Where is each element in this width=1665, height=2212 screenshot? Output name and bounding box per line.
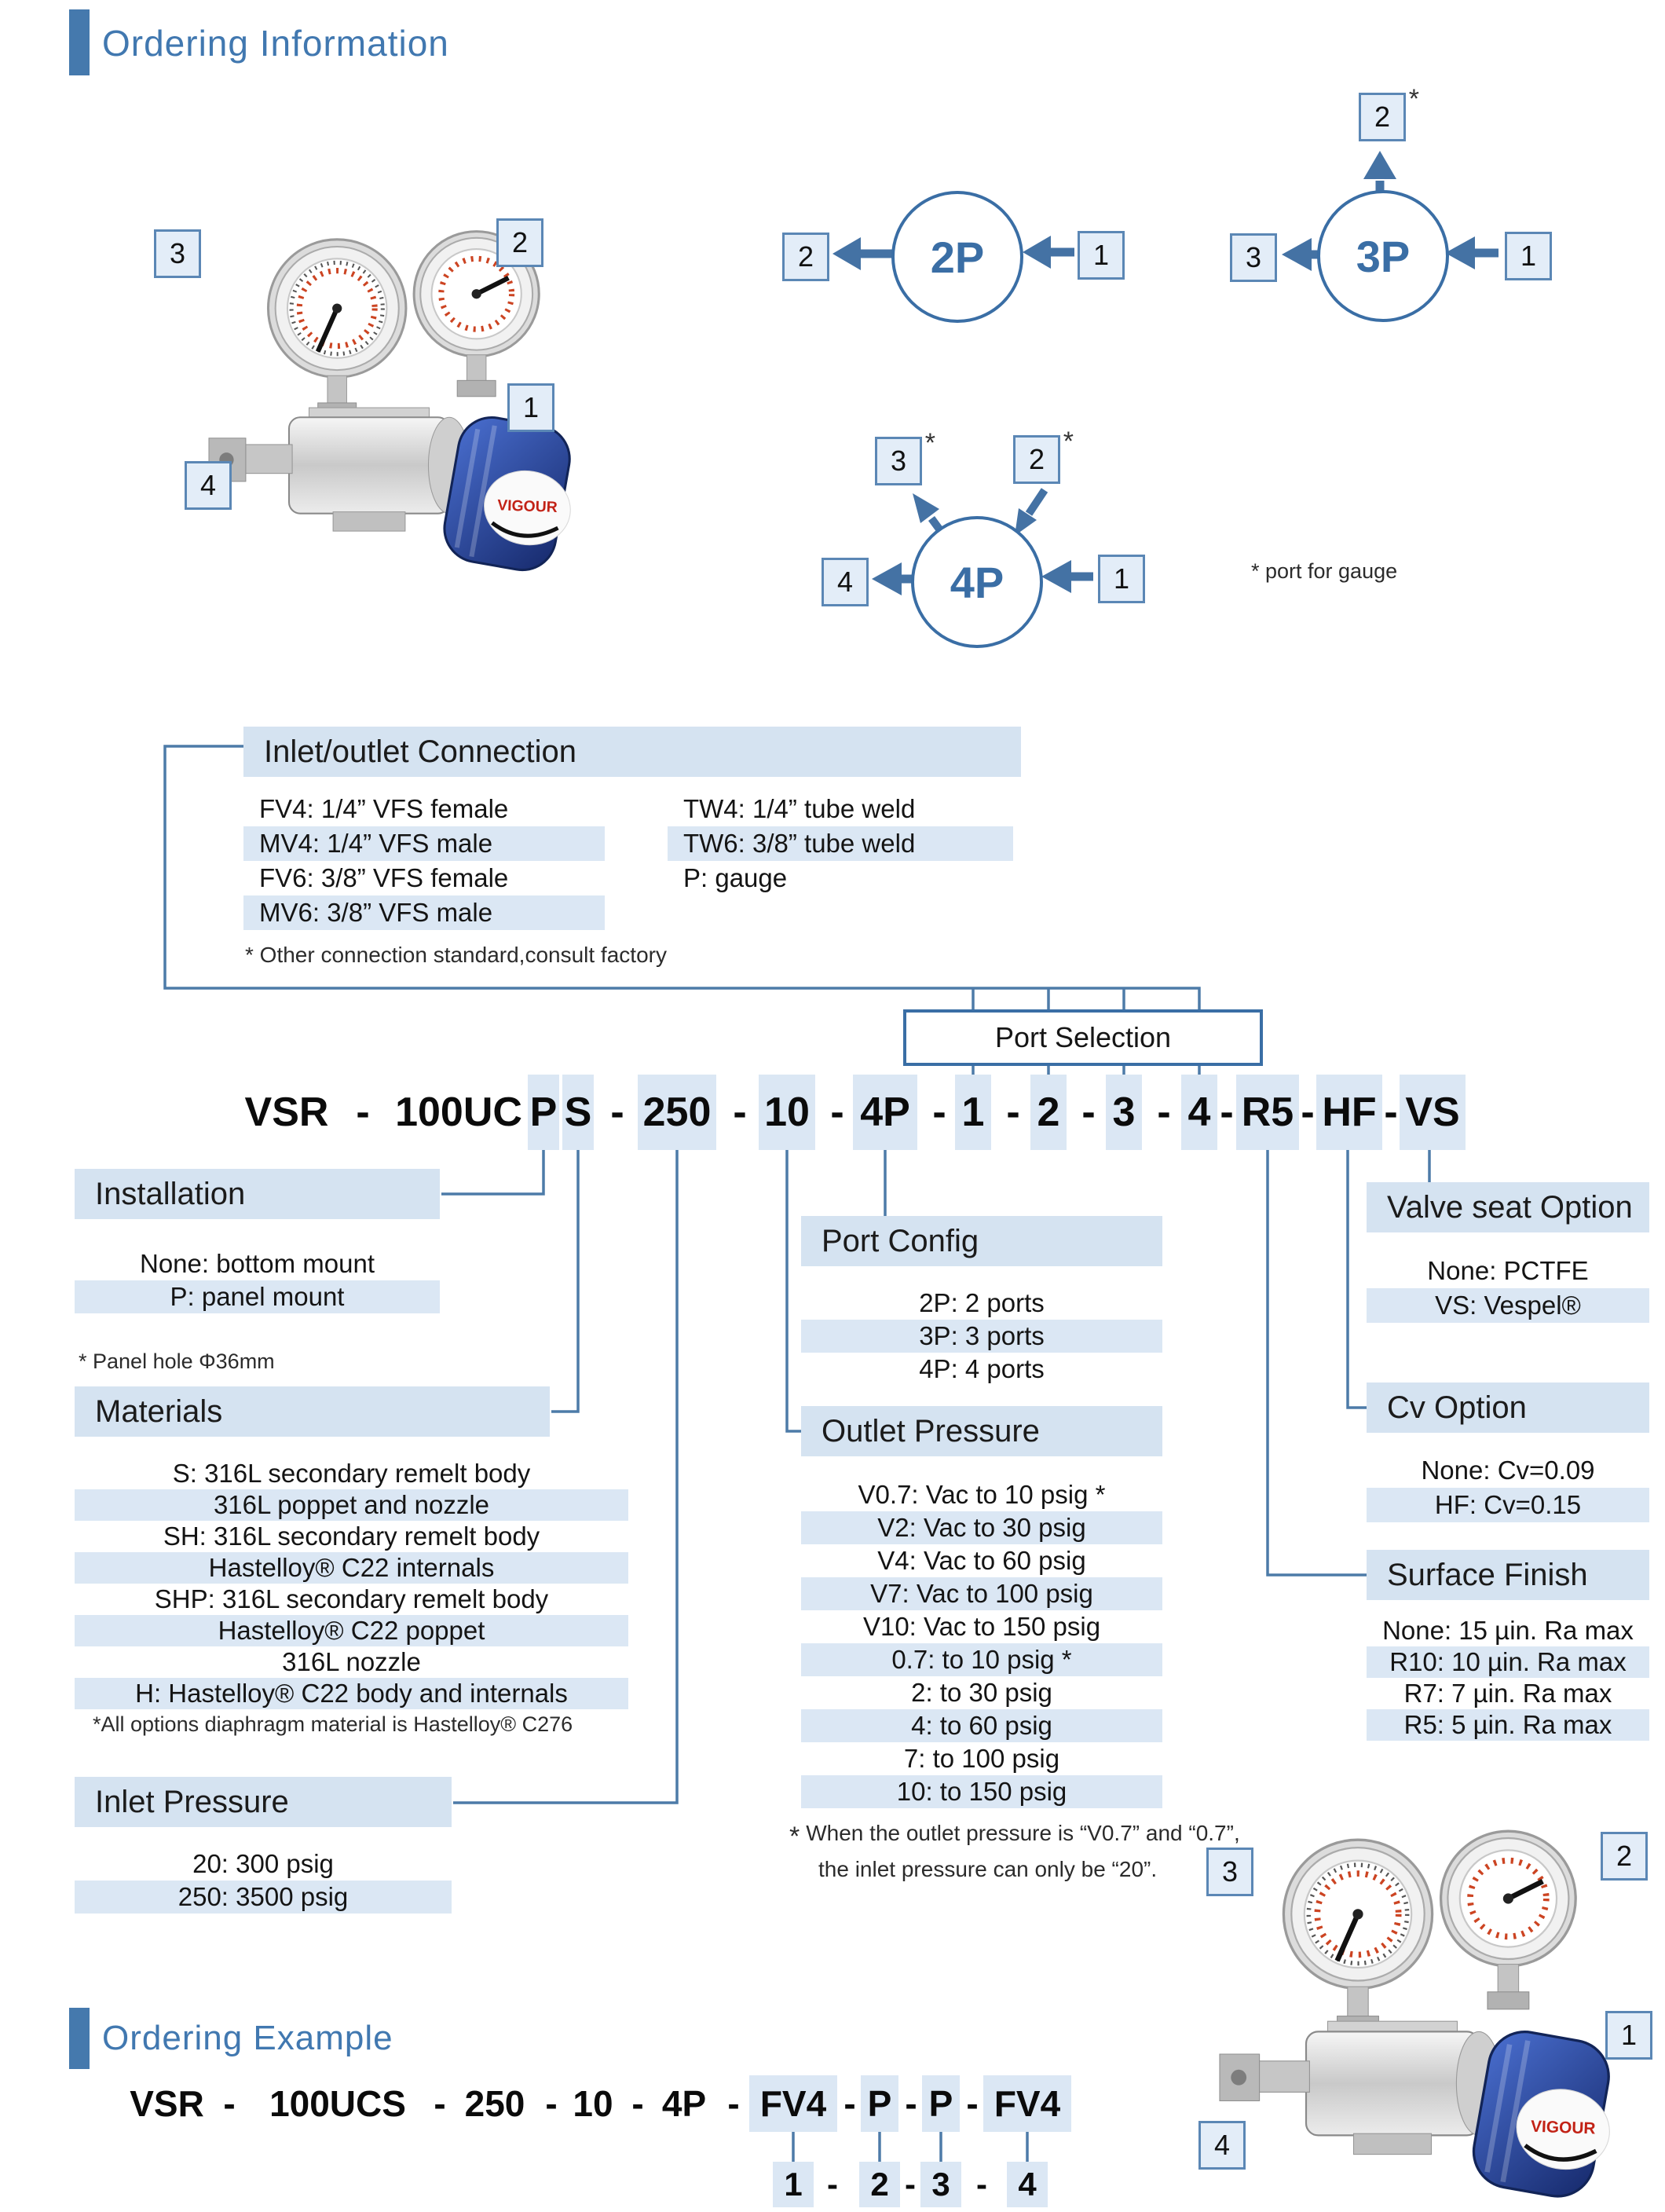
cv-option-options xyxy=(1367,1453,1649,1522)
port-number-box: 3 * xyxy=(875,437,922,485)
code-token: - xyxy=(356,1090,370,1135)
cv-option-header xyxy=(1367,1382,1649,1433)
port-config-title: Port Config xyxy=(822,1224,979,1258)
outlet-pressure-note-line1: * When the outlet pressure is “V0.7” and “0.7”, xyxy=(789,1821,1240,1851)
gauge-port-note: * port for gauge xyxy=(1251,559,1398,583)
port-number-box: 2 xyxy=(782,233,829,281)
inlet-pressure-header xyxy=(75,1777,452,1827)
option-row: None: PCTFE xyxy=(1427,1256,1589,1285)
option-row: R10: 10 µin. Ra max xyxy=(1367,1646,1649,1678)
option-row: P: gauge xyxy=(683,863,788,892)
port-number-box: 1 xyxy=(507,383,554,432)
code-token: 3 xyxy=(1106,1075,1142,1150)
code-token: 1 xyxy=(773,2162,814,2207)
code-token: - xyxy=(727,2083,740,2124)
port-config-circle-4p: 4P xyxy=(911,516,1043,648)
gauge-port-asterisk: * xyxy=(1408,84,1419,114)
option-row: FV4: 1/4” VFS female xyxy=(259,794,509,823)
part-number-code xyxy=(0,1075,1665,1150)
code-token: VSR xyxy=(244,1090,329,1135)
code-token: S xyxy=(562,1075,594,1150)
option-row: TW6: 3/8” tube weld xyxy=(668,826,1013,861)
option-row: 20: 300 psig xyxy=(192,1849,334,1878)
installation-options xyxy=(75,1247,440,1313)
port-number-box: 1 xyxy=(1505,232,1552,280)
option-row: H: Hastelloy® C22 body and internals xyxy=(75,1678,628,1709)
port-number-box: 2 * xyxy=(1359,93,1406,141)
port-config-options xyxy=(801,1287,1162,1386)
option-row: 0.7: to 10 psig * xyxy=(801,1643,1162,1676)
code-token: - xyxy=(1006,1090,1020,1135)
port-config-circle-2p: 2P xyxy=(891,191,1023,323)
code-token: - xyxy=(1157,1090,1171,1135)
option-row: 4P: 4 ports xyxy=(919,1354,1045,1383)
gauge-port-asterisk: * xyxy=(924,428,935,458)
code-token: - xyxy=(610,1090,624,1135)
port-number-box: 4 xyxy=(822,558,869,606)
code-token: 10 xyxy=(759,1075,815,1150)
surface-finish-options xyxy=(1367,1615,1649,1741)
option-row: VS: Vespel® xyxy=(1367,1288,1649,1323)
outlet-pressure-note-line2: the inlet pressure can only be “20”. xyxy=(818,1857,1158,1881)
code-token: 2 xyxy=(859,2162,900,2207)
option-row: R7: 7 µin. Ra max xyxy=(1403,1679,1612,1708)
code-token: 4 xyxy=(1181,1075,1217,1150)
code-token: - xyxy=(830,1090,844,1135)
code-token: - xyxy=(905,2166,916,2203)
code-token: - xyxy=(1220,1090,1234,1135)
materials-title: Materials xyxy=(95,1394,223,1429)
inlet-pressure-title: Inlet Pressure xyxy=(95,1785,289,1819)
option-row: MV6: 3/8” VFS male xyxy=(243,895,605,930)
code-token: - xyxy=(843,2083,856,2124)
code-token: R5 xyxy=(1236,1075,1299,1150)
connection-note: * Other connection standard,consult factory xyxy=(245,943,667,967)
option-row: None: bottom mount xyxy=(140,1249,375,1278)
installation-title: Installation xyxy=(95,1177,246,1211)
code-token: - xyxy=(733,1090,747,1135)
cv-option-title: Cv Option xyxy=(1387,1390,1527,1425)
option-row: V7: Vac to 100 psig xyxy=(801,1577,1162,1610)
code-token: P xyxy=(922,2075,960,2132)
option-row: V2: Vac to 30 psig xyxy=(801,1511,1162,1544)
example-title: Ordering Example xyxy=(102,2019,393,2057)
outlet-pressure-header xyxy=(801,1406,1162,1456)
option-row: Hastelloy® C22 internals xyxy=(75,1552,628,1584)
option-row: 316L nozzle xyxy=(282,1647,421,1676)
option-row: None: 15 µin. Ra max xyxy=(1382,1616,1634,1645)
option-row: 4: to 60 psig xyxy=(801,1709,1162,1742)
connection-header xyxy=(243,727,1021,777)
port-number-box: 3 xyxy=(1206,1848,1253,1896)
code-token: FV4 xyxy=(983,2075,1071,2132)
installation-header xyxy=(75,1169,440,1219)
option-row: TW4: 1/4” tube weld xyxy=(683,794,916,823)
port-number-box: 2 xyxy=(1601,1832,1648,1881)
option-row: 2P: 2 ports xyxy=(919,1288,1045,1317)
port-number-box: 2 xyxy=(496,218,543,267)
materials-options xyxy=(75,1458,628,1709)
code-token: 4 xyxy=(1007,2162,1048,2207)
option-row: SH: 316L secondary remelt body xyxy=(163,1522,540,1551)
code-token: - xyxy=(827,2166,838,2203)
code-token: - xyxy=(966,2083,979,2124)
code-token: 3 xyxy=(920,2162,961,2207)
option-row: MV4: 1/4” VFS male xyxy=(243,826,605,861)
option-row: 10: to 150 psig xyxy=(801,1775,1162,1808)
code-token: 100UCS xyxy=(269,2083,406,2124)
option-row: V10: Vac to 150 psig xyxy=(862,1612,1101,1641)
gauge-port-asterisk: * xyxy=(1063,427,1074,456)
port-number-box: 3 xyxy=(154,229,201,278)
code-token: 250 xyxy=(638,1075,716,1150)
surface-finish-title: Surface Finish xyxy=(1387,1558,1588,1592)
code-token: - xyxy=(932,1090,946,1135)
port-number-box: 1 xyxy=(1078,231,1125,280)
surface-finish-header xyxy=(1367,1550,1649,1600)
materials-header xyxy=(75,1386,550,1437)
note-asterisk: * xyxy=(789,1822,800,1851)
option-row: V4: Vac to 60 psig xyxy=(877,1546,1086,1575)
example-part-number xyxy=(0,2075,1665,2132)
option-row: FV6: 3/8” VFS female xyxy=(259,863,509,892)
code-token: VSR xyxy=(130,2083,204,2124)
port-number-box: 2 * xyxy=(1013,435,1060,484)
page-title: Ordering Information xyxy=(102,23,449,64)
example-port-digits xyxy=(0,2162,1665,2207)
port-number-box: 4 xyxy=(185,461,232,510)
code-token: - xyxy=(1081,1090,1096,1135)
code-token: - xyxy=(976,2166,987,2203)
code-token: 250 xyxy=(464,2083,525,2124)
code-token: HF xyxy=(1316,1075,1382,1150)
installation-note: * Panel hole Φ36mm xyxy=(79,1350,275,1373)
materials-note: *All options diaphragm material is Hastelloy® C276 xyxy=(93,1712,573,1736)
option-row: R5: 5 µin. Ra max xyxy=(1367,1709,1649,1741)
code-token: 100UC xyxy=(395,1090,522,1135)
code-token: - xyxy=(223,2083,236,2124)
option-row: HF: Cv=0.15 xyxy=(1367,1488,1649,1522)
port-selection-box: Port Selection xyxy=(903,1009,1263,1066)
port-number-box: 4 xyxy=(1198,2121,1246,2170)
port-number-box: 3 xyxy=(1230,233,1277,282)
valve-seat-title: Valve seat Option xyxy=(1387,1190,1633,1225)
code-token: FV4 xyxy=(749,2075,837,2132)
code-token: P xyxy=(528,1075,559,1150)
option-row: SHP: 316L secondary remelt body xyxy=(154,1584,549,1613)
port-number-box: 1 xyxy=(1605,2011,1652,2060)
code-token: - xyxy=(1384,1090,1398,1135)
option-row: 250: 3500 psig xyxy=(75,1881,452,1914)
valve-seat-options xyxy=(1367,1254,1649,1323)
code-token: VS xyxy=(1400,1075,1466,1150)
code-token: 2 xyxy=(1030,1075,1067,1150)
code-token: - xyxy=(1301,1090,1315,1135)
option-row: S: 316L secondary remelt body xyxy=(172,1459,531,1488)
option-row: 7: to 100 psig xyxy=(903,1744,1060,1773)
code-token: 4P xyxy=(853,1075,917,1150)
code-token: 1 xyxy=(955,1075,991,1150)
option-row: None: Cv=0.09 xyxy=(1421,1456,1595,1485)
connection-left-options xyxy=(243,792,605,930)
option-row: V0.7: Vac to 10 psig * xyxy=(858,1480,1106,1509)
code-token: - xyxy=(434,2083,446,2124)
outlet-pressure-title: Outlet Pressure xyxy=(822,1414,1040,1448)
code-token: - xyxy=(545,2083,558,2124)
option-row: Hastelloy® C22 poppet xyxy=(75,1615,628,1646)
code-token: - xyxy=(631,2083,644,2124)
option-row: P: panel mount xyxy=(75,1280,440,1313)
port-config-header xyxy=(801,1216,1162,1266)
example-accent-bar xyxy=(69,2008,90,2069)
valve-seat-header xyxy=(1367,1182,1649,1232)
port-number-box: 1 xyxy=(1098,555,1145,603)
outlet-pressure-options xyxy=(801,1478,1162,1808)
code-token: P xyxy=(861,2075,898,2132)
port-config-circle-3p: 3P xyxy=(1317,190,1449,322)
code-token: - xyxy=(905,2083,917,2124)
option-row: 3P: 3 ports xyxy=(801,1320,1162,1353)
option-row: 316L poppet and nozzle xyxy=(75,1489,628,1521)
connection-right-options xyxy=(668,792,1013,895)
title-accent-bar xyxy=(69,9,90,75)
code-token: 10 xyxy=(573,2083,613,2124)
inlet-pressure-options xyxy=(75,1848,452,1914)
option-row: 2: to 30 psig xyxy=(911,1678,1052,1707)
connection-title: Inlet/outlet Connection xyxy=(264,734,577,769)
code-token: 4P xyxy=(661,2083,707,2124)
